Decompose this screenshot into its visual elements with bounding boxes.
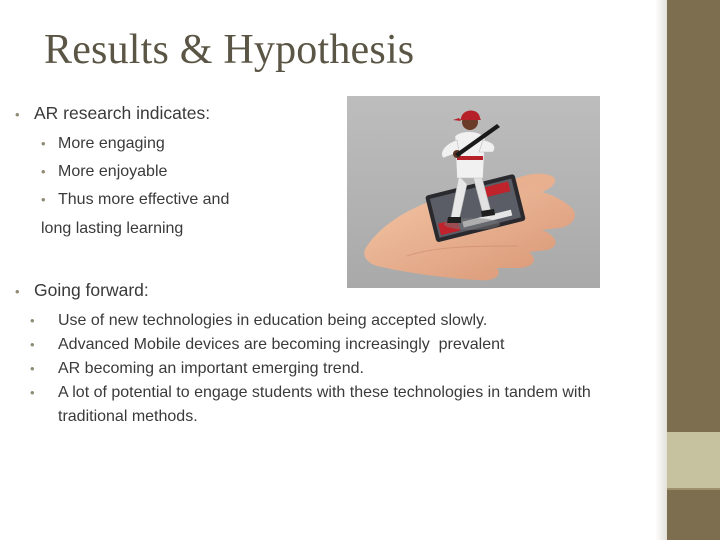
sub-bullet-engaging bbox=[41, 135, 165, 153]
bullet-dot: • bbox=[15, 284, 20, 299]
list-item bbox=[30, 309, 655, 333]
sidebar-accent-line bbox=[667, 488, 720, 490]
bullet-dot: • bbox=[41, 164, 46, 179]
bullet-text: AR research indicates: bbox=[34, 103, 211, 123]
bullet-text: More engaging bbox=[58, 135, 165, 152]
list-item-text: Advanced Mobile devices are becoming increasingly prevalent bbox=[58, 336, 505, 353]
bullet-dot: • bbox=[41, 192, 46, 207]
sub-bullet-effective bbox=[41, 191, 229, 209]
list-item-text: Use of new technologies in education being accepted slowly. bbox=[58, 312, 488, 329]
sub-bullet-continuation: long lasting learning bbox=[41, 220, 184, 237]
ar-baseball-card-photo bbox=[347, 96, 600, 288]
slide-title: Results & Hypothesis bbox=[44, 27, 415, 73]
bullet-text: More enjoyable bbox=[58, 163, 168, 180]
bullet-dot: • bbox=[15, 107, 20, 122]
bullet-going-forward bbox=[15, 280, 149, 301]
ar-baseball-illustration bbox=[347, 96, 600, 288]
list-item bbox=[30, 333, 655, 357]
going-forward-list bbox=[30, 309, 655, 429]
bullet-dot: • bbox=[30, 313, 35, 328]
bullet-text: Going forward: bbox=[34, 280, 149, 300]
sub-bullet-enjoyable bbox=[41, 163, 167, 181]
bullet-dot: • bbox=[41, 136, 46, 151]
bullet-dot: • bbox=[30, 337, 35, 352]
sidebar-accent-block bbox=[667, 432, 720, 488]
list-item bbox=[30, 381, 655, 429]
list-item bbox=[30, 357, 655, 381]
bullet-ar-research bbox=[15, 103, 210, 124]
bullet-dot: • bbox=[30, 385, 35, 400]
list-item-text: AR becoming an important emerging trend. bbox=[58, 360, 364, 377]
edge-shadow bbox=[655, 0, 667, 540]
bullet-dot: • bbox=[30, 361, 35, 376]
bullet-text: Thus more effective and bbox=[58, 191, 230, 208]
list-item-text: A lot of potential to engage students with these technologies in tandem with traditional methods. bbox=[58, 384, 591, 425]
